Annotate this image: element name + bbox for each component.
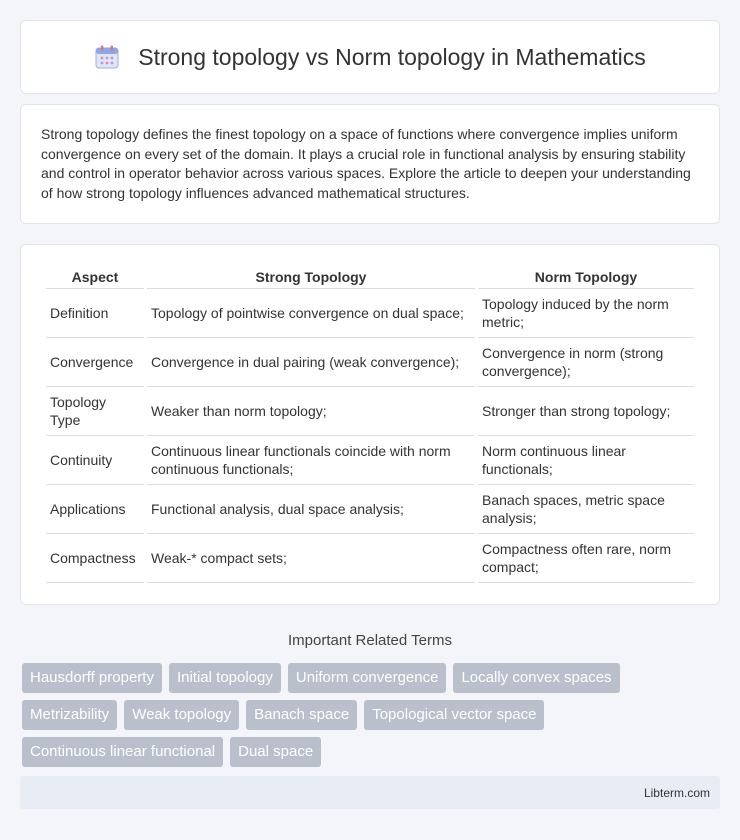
tag-locally-convex-spaces[interactable]: Locally convex spaces <box>453 663 619 693</box>
table-row <box>46 338 694 387</box>
cell-strong: Weak-* compact sets; <box>147 534 475 583</box>
tag-dual-space[interactable]: Dual space <box>230 737 321 767</box>
tag-continuous-linear-functional[interactable]: Continuous linear functional <box>22 737 223 767</box>
header-aspect: Aspect <box>46 265 144 289</box>
cell-norm: Stronger than strong topology; <box>478 387 694 436</box>
cell-aspect: Continuity <box>46 436 144 485</box>
intro-text: Strong topology defines the finest topology on a space of functions where convergence implies uniform convergence on every set of the domain. It plays a crucial role in functional analysis by ensuring stability and control in operator behavior across various spaces. Explore the article to deepen your understanding of how strong topology influences advanced mathematical structures. <box>41 126 691 201</box>
cell-strong: Convergence in dual pairing (weak convergence); <box>147 338 475 387</box>
cell-aspect: Convergence <box>46 338 144 387</box>
tag-topological-vector-space[interactable]: Topological vector space <box>364 700 544 730</box>
tag-hausdorff-property[interactable]: Hausdorff property <box>22 663 162 693</box>
related-terms-title: Important Related Terms <box>288 632 452 649</box>
cell-strong: Continuous linear functionals coincide with norm continuous functionals; <box>147 436 475 485</box>
calendar-icon <box>94 44 120 70</box>
page-title: Strong topology vs Norm topology in Mathematics <box>138 43 646 70</box>
cell-norm: Compactness often rare, norm compact; <box>478 534 694 583</box>
cell-aspect: Definition <box>46 289 144 338</box>
table-header-row <box>46 265 694 289</box>
footer-site-link[interactable]: Libterm.com <box>643 785 710 800</box>
table-row <box>46 387 694 436</box>
title-card <box>20 20 720 94</box>
comparison-table-card <box>20 244 720 605</box>
tag-uniform-convergence[interactable]: Uniform convergence <box>288 663 447 693</box>
cell-strong: Weaker than norm topology; <box>147 387 475 436</box>
intro-card <box>20 104 720 224</box>
comparison-table <box>43 265 697 583</box>
table-row <box>46 436 694 485</box>
footer <box>20 776 720 809</box>
related-terms-tags <box>20 663 720 767</box>
header-norm-topology: Norm Topology <box>478 265 694 289</box>
tag-metrizability[interactable]: Metrizability <box>22 700 117 730</box>
tag-initial-topology[interactable]: Initial topology <box>169 663 281 693</box>
cell-aspect: Compactness <box>46 534 144 583</box>
cell-strong: Functional analysis, dual space analysis; <box>147 485 475 534</box>
cell-norm: Topology induced by the norm metric; <box>478 289 694 338</box>
table-row <box>46 534 694 583</box>
cell-aspect: Topology Type <box>46 387 144 436</box>
cell-norm: Convergence in norm (strong convergence); <box>478 338 694 387</box>
cell-strong: Topology of pointwise convergence on dual space; <box>147 289 475 338</box>
table-row <box>46 485 694 534</box>
tag-banach-space[interactable]: Banach space <box>246 700 357 730</box>
cell-norm: Norm continuous linear functionals; <box>478 436 694 485</box>
header-strong-topology: Strong Topology <box>147 265 475 289</box>
cell-norm: Banach spaces, metric space analysis; <box>478 485 694 534</box>
tag-weak-topology[interactable]: Weak topology <box>124 700 239 730</box>
table-row <box>46 289 694 338</box>
cell-aspect: Applications <box>46 485 144 534</box>
